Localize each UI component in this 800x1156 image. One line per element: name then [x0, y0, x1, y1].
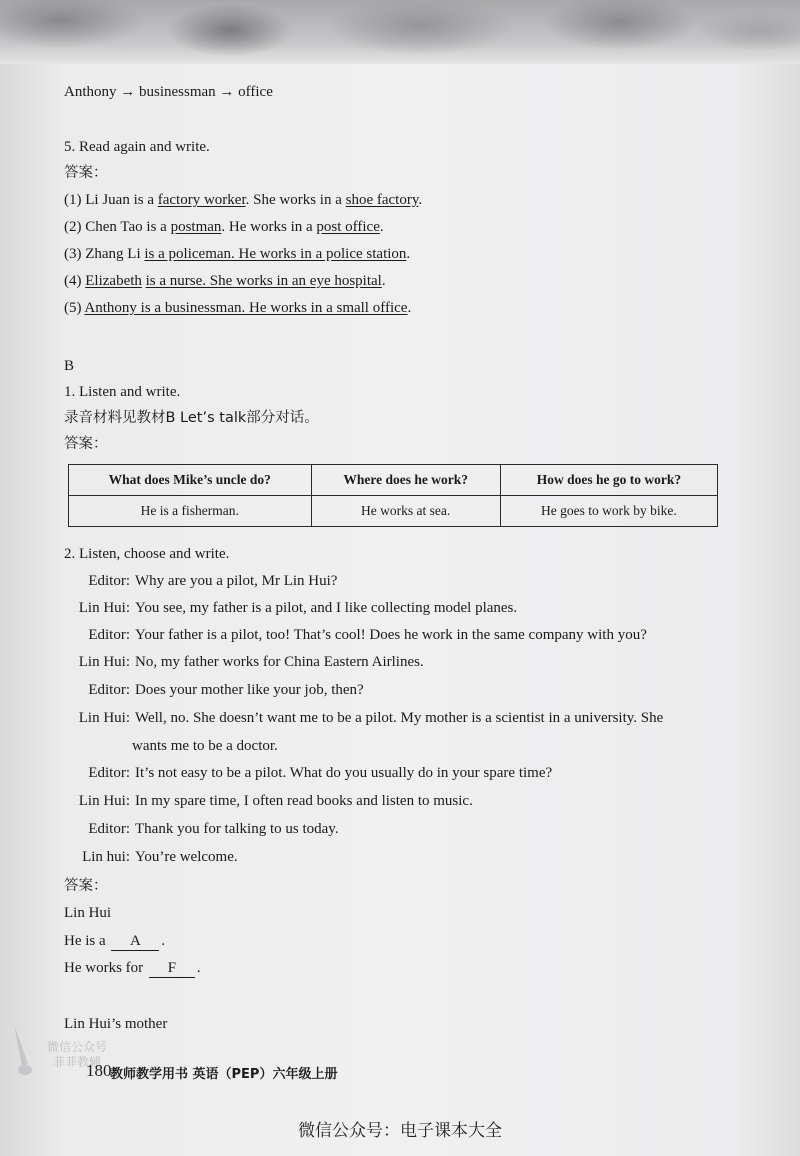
dialogue-line: Editor: Your father is a pilot, too! That’s cool! Does he work in the same company with you?: [68, 625, 647, 645]
fill-line: He is a A .: [64, 933, 166, 949]
table-cell: He is a fisherman.: [69, 496, 312, 527]
table-header-row: [69, 465, 718, 496]
answer-label: 答案：: [64, 436, 108, 452]
arrow-icon: →: [219, 84, 235, 100]
dialogue-line: Lin hui: You’re welcome.: [68, 847, 238, 867]
person-name: Lin Hui: [64, 905, 112, 921]
dialogue-line: Editor: It’s not easy to be a pilot. What do you usually do in your spare time?: [68, 763, 552, 783]
dialogue-line: Lin Hui: In my spare time, I often read books and listen to music.: [68, 791, 473, 811]
dialogue-line: Editor: Why are you a pilot, Mr Lin Hui?: [68, 571, 337, 591]
table-row: [69, 496, 718, 527]
speaker-label: Lin Hui:: [78, 600, 130, 616]
dialogue-line: Lin Hui: You see, my father is a pilot, and I like collecting model planes.: [68, 598, 517, 618]
answer-blank: F: [149, 960, 195, 978]
section5-title: 5. Read again and write.: [64, 139, 210, 155]
answer-label: 答案：: [64, 165, 108, 181]
top-line: [64, 82, 273, 102]
speaker-label: Lin Hui:: [78, 654, 130, 670]
answer-item: (2) Chen Tao is a postman. He works in a post office.: [64, 219, 384, 235]
q1-title: 1. Listen and write.: [64, 384, 181, 400]
watermark-line: 微信公众号: [46, 1040, 107, 1054]
answer-blank: A: [111, 933, 159, 951]
answer-item: (3) Zhang Li is a policeman. He works in a police station.: [64, 246, 411, 262]
table-header: How does he go to work?: [500, 465, 717, 496]
table-header: What does Mike’s uncle do?: [69, 465, 312, 496]
dialogue-line: Editor: Does your mother like your job, then?: [68, 680, 364, 700]
table-cell: He goes to work by bike.: [500, 496, 717, 527]
speaker-label: Lin Hui:: [78, 793, 130, 809]
watermark-line: 菲菲教辅: [52, 1055, 101, 1069]
section-b-heading: B: [64, 358, 75, 374]
fill-line: He works for F .: [64, 960, 201, 976]
bottom-caption: 微信公众号：电子课本大全: [298, 1121, 502, 1141]
answer-table: [68, 464, 718, 527]
answer-item: (4) Elizabeth is a nurse. She works in an eye hospital.: [64, 273, 386, 289]
answer-label: 答案：: [64, 878, 108, 894]
q2-title: 2. Listen, choose and write.: [64, 546, 230, 562]
dialogue-line: Editor: Thank you for talking to us today.: [68, 819, 339, 839]
top-word-1: Anthony: [64, 84, 117, 100]
speaker-label: Editor:: [88, 682, 130, 698]
arrow-icon: →: [120, 84, 136, 100]
speaker-label: Lin hui:: [82, 849, 130, 865]
speaker-label: Editor:: [88, 765, 130, 781]
top-word-2: businessman: [139, 84, 216, 100]
top-word-3: office: [238, 84, 273, 100]
q1-note: 录音材料见教材B Let’s talk部分对话。: [64, 410, 319, 426]
speaker-label: Editor:: [88, 573, 130, 589]
dialogue-line: Lin Hui: Well, no. She doesn’t want me to be a pilot. My mother is a scientist in a university. She: [68, 708, 663, 728]
dialogue-line: Lin Hui: No, my father works for China Eastern Airlines.: [68, 652, 424, 672]
page-number: 180: [86, 1061, 112, 1080]
speaker-label: Editor:: [88, 627, 130, 643]
answer-item: (5) Anthony is a businessman. He works in a small office.: [64, 300, 412, 316]
speaker-label: Lin Hui:: [78, 710, 130, 726]
book-title: 教师教学用书 英语（PEP）六年级上册: [110, 1067, 338, 1082]
person-name: Lin Hui’s mother: [64, 1016, 168, 1032]
speaker-label: Editor:: [88, 821, 130, 837]
table-cell: He works at sea.: [311, 496, 500, 527]
table-header: Where does he work?: [311, 465, 500, 496]
dialogue-continuation: wants me to be a doctor.: [132, 738, 278, 754]
answer-item: (1) Li Juan is a factory worker. She works in a shoe factory.: [64, 192, 423, 208]
